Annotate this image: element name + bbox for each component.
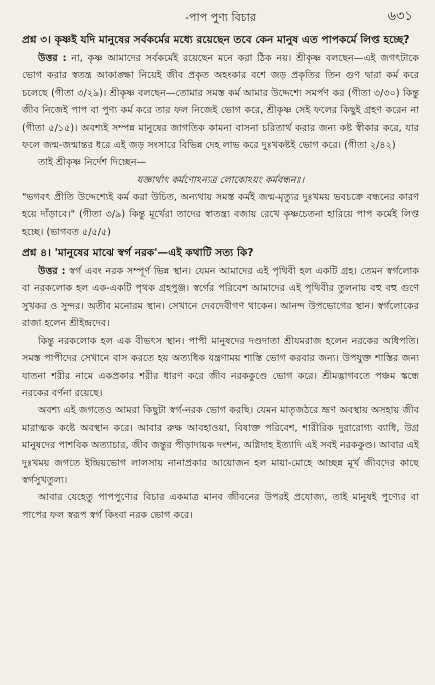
question-4: প্রশ্ন ৪। 'মানুষের মাঝে স্বর্গ নরক'—এই কথাটি সত্য কি? [22,247,254,260]
sanskrit-verse: যজ্ঞার্থাৎ কর্মণোঽন্যত্র লোকোঽয়ং কর্মবন্ধনঃ। [136,174,305,186]
paragraph-conclusion: আবার যেহেতু পাপপুণ্যের বিচার একমাত্র মানব জীবনের উপরই প্রযোজ্য, তাই মানুষই পুণ্যের বা পাপের ফল স্বরূপ স্বর্গ কিংবা নরক ভোগ করে। [22,492,419,521]
quote-paragraph: "ভগবৎ প্রীতি উদ্দেশ্যেই কর্ম করা উচিত, অন্যথায় সমস্ত কর্মই জন্ম-মৃত্যুর দুঃখময় ভবচক্রে বন্ধনের কারণ হয়ে দাঁড়াবে।" (গীতা ৩/৯) কিন্তু মূর্খেরা তাদের স্বাতন্ত্র্য বজায় রেখে কৃষ্ণচেতনা হারিয়ে পাপ কর্মেই লিপ্ত হচ্ছে। (ভাগবত ৫/৫/৫) [22,191,419,238]
running-title: -পাপ পুণ্য বিচার [185,11,256,24]
paragraph-earthly: অবশ্য এই জগতেও আমরা কিছুটা স্বর্গ-নরক ভোগ করছি। যেমন মাতৃজঠরে ভ্রূণ অবস্থায় অসহায় জীব মারাত্মক কষ্টে অবস্থান করে। আবার রুক্ষ আবহাওয়া, বিষাক্ত পরিবেশ, শারীরিক দুরারোগ্য ব্যাধি, উগ্র মানুষদের পাশবিক অত্যাচার, জীব জন্তুর পীড়াদায়ক দংশন, অগ্নিদাহ ইত্যাদি এই সবই নরককুণ্ড। আবার এই দুঃখময় জগতে ইন্দ্রিয়ভোগ লালসায় নানাপ্রকার আয়োজন হল মায়া-মোহে আচ্ছন্ন মূর্খ জীবদের কাছে স্বর্গসুখতুল্য। [22,405,419,486]
instruction-intro: তাই শ্রীকৃষ্ণ নির্দেশ দিচ্ছেন— [38,157,147,169]
answer-4 [22,263,419,333]
answer-label: উত্তর : [38,53,67,64]
answer-3 [22,50,419,154]
page-header [22,6,419,28]
answer-3-text: না, কৃষ্ণ আমাদের সর্বকর্মেই রয়েছেন মনে করা ঠিক নয়। শ্রীকৃষ্ণ বলছেন—এই জগৎটাকে ভোগ করার স্বতন্ত্র আকাঙ্ক্ষা নিয়েই জীব প্রকৃত অহংকার বশে জড় প্রকৃতির তিন গুণ দ্বারা কর্ম করে চলেছে (গীতা ৩/২৯)। শ্রীকৃষ্ণ বলছেন—তোমার সমস্ত কর্ম আমার উদ্দেশ্যে সমর্পণ কর (গীতা ৩/৩০) কিন্তু জীব নিজেই পাপ বা পুণ্য কর্ম করে তার ফল নিজেই ভোগ করে, শ্রীকৃষ্ণ সেই ফলের কিছুই গ্রহণ করেন না (গীতা ৫/১৫)। অবশ্যই সম্পন্ন মানুষের জাগতিক কামনা বাসনা চরিতার্থ করার জন্য কষ্ট স্বীকার করে, যার ফলে জন্ম-জন্মান্তর ধরে এই জড় সংসারে বিভিন্ন দেহ লাভ করে দুঃখকষ্টই ভোগ করে। (গীতা ২/৪২) [22,53,419,152]
answer-4-text: স্বর্গ এবং নরক সম্পূর্ণ ভিন্ন স্থান। যেমন আমাদের এই পৃথিবী হল একটি গ্রহ। তেমন স্বর্গলোক বা নরকলোক হল এক-একটি পৃথক গ্রহপুঞ্জ। স্বর্গের পরিবেশ আমাদের এই পৃথিবীর তুলনায় বহু বহু গুণে সুখকর ও সুন্দর। অতীব মনোরম স্থান। সেখানে দেবদেবীগণ থাকেন। আনন্দ উপভোগের স্থান। স্বর্গলোকের রাজা হলেন শ্রীইন্দ্রদেব। [22,266,419,330]
page-number: ৬৩১ [387,9,413,24]
paragraph-hell: কিন্তু নরকলোক হল এক বীভৎস স্থান। পাপী মানুষদের দণ্ডদাতা শ্রীযমরাজ হলেন নরকের অধিপতি। সমস্ত পাপীদের সেখানে বাস করতে হয় অত্যধিক যন্ত্রণাময় শাস্তি ভোগ করবার জন্য। উপযুক্ত শাস্তির জন্য যাতনা শরীর নামে একপ্রকার শরীর ধারণ করে জীব নরককুণ্ডে ভোগ করে। শ্রীমদ্ভাগবতে পঞ্চম স্কন্ধে নরকের বর্ণনা রয়েছে। [22,335,419,399]
answer-label: উত্তর : [38,266,66,278]
question-3: প্রশ্ন ৩। কৃষ্ণই যদি মানুষের সর্বকর্মের মধ্যে রয়েছেন তবে কেন মানুষ এত পাপকর্মে লিপ্ত হচ্ছে? [22,34,410,46]
